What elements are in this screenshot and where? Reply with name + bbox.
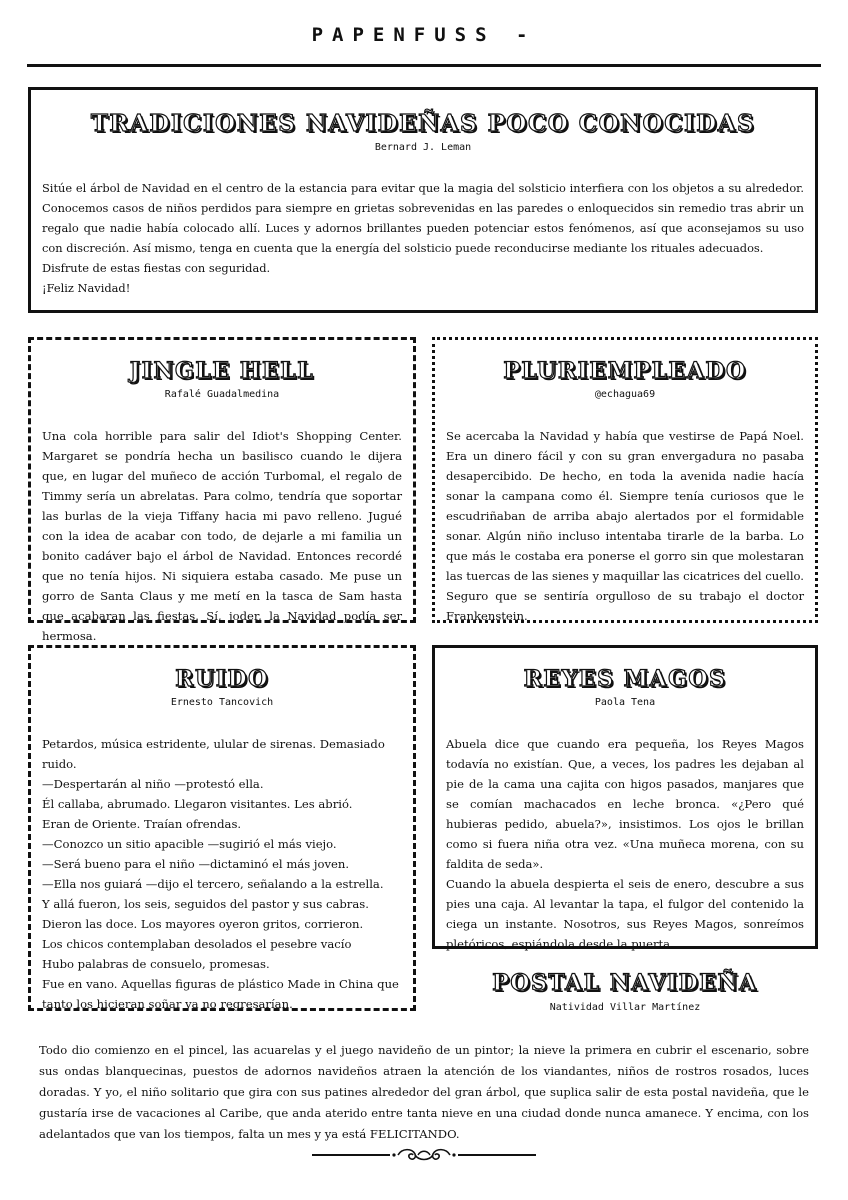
flourish-divider-icon xyxy=(312,1145,536,1165)
paragraph: Una cola horrible para salir del Idiot's Shopping Center. Margaret se pondría hecha un basilisco cuando le dijera que, en lugar del muñeco de acción Turbomal, el regalo de Timmy sería un abrelatas. Para colmo, tendría que soportar las burlas de la vieja Tiffany hacia mi pavo relleno. Jugué con la idea de acabar con todo, de dejarle a mi familia un bonito cadáver bajo el árbol de Navidad. Entonces recordé que no tenía hijos. Ni siquiera estaba casado. Me puse un gorro de Santa Claus y me metí en la tasca de Sam hasta que acabaran las fiestas. Sí, joder, la Navidad podía ser hermosa. xyxy=(42,429,402,643)
story-title: PLURIEMPLEADO xyxy=(503,358,747,384)
story-postal-body xyxy=(39,1040,809,1145)
story-body xyxy=(42,426,402,646)
paragraph: Sitúe el árbol de Navidad en el centro de la estancia para evitar que la magia del solsticio interfiera con los objetos a su alrededor. Conocemos casos de niños perdidos para siempre en grietas sobrevenidas en las paredes o enloquecidos sin remedio tras abrir un regalo que nadie había colocado allí. Luces y adornos brillantes pueden potenciar estos fenómenos, así que aconsejamos su uso con discreción. Así mismo, tenga en cuenta que la energía del solsticio puede reconducirse mediante los rituales adecuados. xyxy=(42,181,804,255)
story-title: POSTAL NAVIDEÑA xyxy=(492,970,758,996)
story-ruido xyxy=(28,645,416,1011)
paragraph: Todo dio comienzo en el pincel, las acuarelas y el juego navideño de un pintor; la nieve la primera en cubrir el escenario, sobre sus ondas blanquecinas, puestos de adornos navideños atraen la atención de los viandantes, niños de rostros rosados, luces doradas. Y yo, el niño solitario que gira con sus patines alrededor del gran árbol, que suplica salir de esta postal navideña, que le gustaría irse de vacaciones al Caribe, que anda aterido entre tanta nieve en una ciudad donde nunca amanece. Y encima, con los adelantados que van los tiempos, falta un mes y ya está FELICITANDO. xyxy=(39,1043,809,1141)
story-pluriempleado xyxy=(432,337,818,623)
story-title: TRADICIONES NAVIDEÑAS POCO CONOCIDAS xyxy=(90,110,756,137)
line: Y allá fueron, los seis, seguidos del pastor y sus cabras. xyxy=(42,897,369,911)
line: Los chicos contemplaban desolados el pesebre vacío xyxy=(42,937,352,951)
story-body xyxy=(42,734,404,1014)
paragraph: ¡Feliz Navidad! xyxy=(42,281,131,295)
line: Petardos, música estridente, ulular de sirenas. Demasiado ruido. xyxy=(42,737,385,771)
story-jingle-hell xyxy=(28,337,416,643)
paragraph: Disfrute de estas fiestas con seguridad. xyxy=(42,261,271,275)
paragraph: Abuela dice que cuando era pequeña, los Reyes Magos todavía no existían. Que, a veces, los padres les dejaban al pie de la cama una cajita con higos pasados, manjares que se comían machacados en leche bronca. «¿Pero qué hubieras pedido, abuela?», insistimos. Los ojos le brillan como si fuera niña otra vez. «Una muñeca morena, con su faldita de seda». xyxy=(446,737,804,871)
story-title: RUIDO xyxy=(175,666,269,692)
story-body xyxy=(446,426,804,626)
line: —Despertarán al niño —protestó ella. xyxy=(42,777,264,791)
line: —Ella nos guiará —dijo el tercero, señalando a la estrella. xyxy=(42,877,384,891)
story-body xyxy=(446,734,804,954)
line: Fue en vano. Aquellas figuras de plástico Made in China que tanto los hicieran soñar ya no regresarían. xyxy=(42,977,399,1011)
paragraph: Se acercaba la Navidad y había que vestirse de Papá Noel. Era un dinero fácil y con su gran envergadura no pasaba desapercibido. De hecho, en toda la avenida nadie hacía sonar la campana como él. Siempre tenía curiosos que le escudriñaban de arriba abajo alertados por el formidable sonar. Algún niño incluso intentaba tirarle de la barba. Lo que más le costaba era ponerse el gorro sin que molestaran las tuercas de las sienes y maquillar las cicatrices del cuello. Seguro que se sentiría orgulloso de su trabajo el doctor Frankenstein. xyxy=(446,429,804,623)
line: Eran de Oriente. Traían ofrendas. xyxy=(42,817,242,831)
story-author: Natividad Villar Martínez xyxy=(549,1002,701,1013)
paragraph: Cuando la abuela despierta el seis de enero, descubre a sus pies una caja. Al levantar la tapa, el fulgor del contenido la ciega un instante. Nosotros, sus Reyes Magos, sonreímos pletóricos, espiándola desde la puerta. xyxy=(446,877,804,951)
story-postal-header xyxy=(432,966,818,1026)
masthead: PAPENFUSS - xyxy=(311,24,537,46)
story-title: JINGLE HELL xyxy=(129,358,315,384)
header-rule xyxy=(27,64,821,67)
line: —Será bueno para el niño —dictaminó el más joven. xyxy=(42,857,350,871)
story-author: @echagua69 xyxy=(594,389,656,400)
story-title: REYES MAGOS xyxy=(523,666,727,692)
story-body xyxy=(42,178,804,298)
line: —Conozco un sitio apacible —sugirió el más viejo. xyxy=(42,837,337,851)
story-reyes-magos xyxy=(432,645,818,949)
story-author: Bernard J. Leman xyxy=(374,142,472,153)
story-author: Paola Tena xyxy=(594,697,656,708)
story-author: Ernesto Tancovich xyxy=(170,697,274,708)
line: Él callaba, abrumado. Llegaron visitantes. Les abrió. xyxy=(42,797,353,811)
story-author: Rafalé Guadalmedina xyxy=(164,389,280,400)
story-tradiciones xyxy=(28,87,818,313)
line: Hubo palabras de consuelo, promesas. xyxy=(42,957,270,971)
line: Dieron las doce. Los mayores oyeron gritos, corrieron. xyxy=(42,917,364,931)
